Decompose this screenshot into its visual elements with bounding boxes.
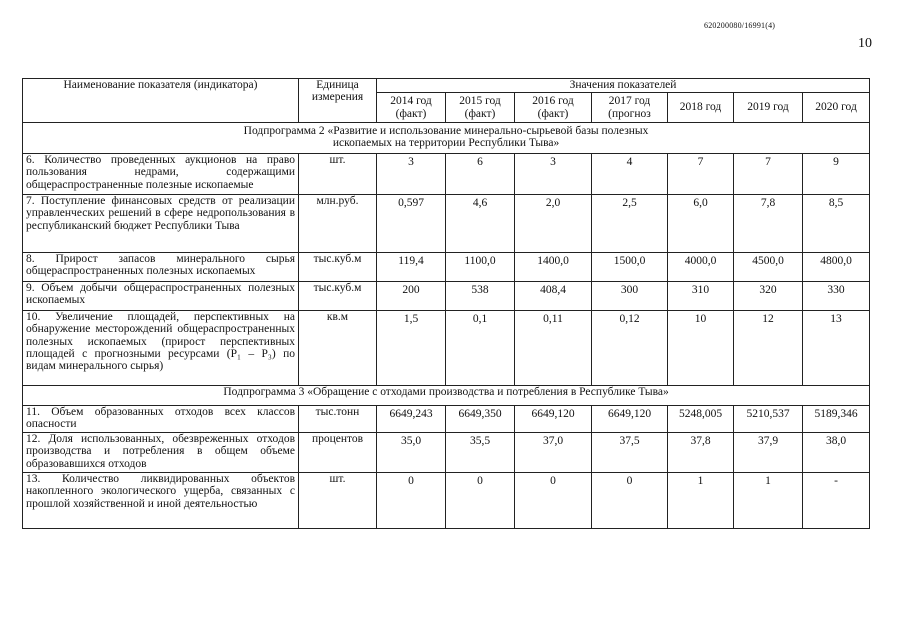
indicators-table <box>22 78 870 529</box>
table-row <box>23 195 870 253</box>
table-row <box>23 311 870 386</box>
indicator-value: 5248,005 <box>668 406 734 433</box>
header-year: 2019 год <box>734 93 803 123</box>
indicator-value: 6649,120 <box>515 406 592 433</box>
indicator-value: 8,5 <box>803 195 870 253</box>
indicator-value: 3 <box>515 154 592 195</box>
indicator-name: 7. Поступление финансовых средств от реализации управленческих решений в сфере недропользования в республиканский бюджет Республики Тыва <box>23 195 299 253</box>
indicator-value: 38,0 <box>803 433 870 473</box>
indicator-value: 1100,0 <box>446 253 515 282</box>
indicator-value: 1500,0 <box>592 253 668 282</box>
indicator-name: 13. Количество ликвидированных объектов накопленного экологического ущерба, связанных с прошлой хозяйственной и иной деятельностью <box>23 473 299 529</box>
indicator-value: 12 <box>734 311 803 386</box>
header-year: 2017 год (прогноз <box>592 93 668 123</box>
indicator-value: 37,8 <box>668 433 734 473</box>
indicator-value: 0 <box>446 473 515 529</box>
document-code: 620200080/16991(4) <box>704 21 776 30</box>
table-row <box>23 406 870 433</box>
indicator-value: 200 <box>377 282 446 311</box>
header-year: 2014 год (факт) <box>377 93 446 123</box>
header-year: 2020 год <box>803 93 870 123</box>
indicator-name: 6. Количество проведенных аукционов на право пользования недрами, содержащими общераспространенные полезные ископаемые <box>23 154 299 195</box>
indicator-value: 3 <box>377 154 446 195</box>
header-unit: Единица измерения <box>299 79 377 123</box>
indicator-value: 1 <box>668 473 734 529</box>
indicator-value: 0,1 <box>446 311 515 386</box>
indicator-value: 4,6 <box>446 195 515 253</box>
indicator-value: 5189,346 <box>803 406 870 433</box>
indicator-value: 10 <box>668 311 734 386</box>
indicator-value: 300 <box>592 282 668 311</box>
table-row <box>23 433 870 473</box>
indicator-name: 9. Объем добычи общераспространенных полезных ископаемых <box>23 282 299 311</box>
indicator-value: 0,597 <box>377 195 446 253</box>
subprogram-title <box>23 123 870 154</box>
indicator-value: 119,4 <box>377 253 446 282</box>
indicator-value: 1 <box>734 473 803 529</box>
indicator-name: 10. Увеличение площадей, перспективных на обнаружение месторождений общераспространенных полезных ископаемых (прирост перспективных площадей с прогнозными ресурсами (P₁ – P₃) по видам минерального сырья) <box>23 311 299 386</box>
indicator-name: 8. Прирост запасов минерального сырья общераспространенных полезных ископаемых <box>23 253 299 282</box>
indicator-value: 310 <box>668 282 734 311</box>
table-row <box>23 253 870 282</box>
subprogram-title: Подпрограмма 3 «Обращение с отходами производства и потребления в Республике Тыва» <box>23 386 870 406</box>
indicator-value: 4000,0 <box>668 253 734 282</box>
subprogram-title-text: Подпрограмма 2 «Развитие и использование минерально-сырьевой базы полезных ископаемых на территории Республики Тыва» <box>243 125 649 150</box>
indicator-value: 330 <box>803 282 870 311</box>
table-row <box>23 473 870 529</box>
indicator-unit: шт. <box>299 473 377 529</box>
header-values: Значения показателей <box>377 79 870 93</box>
indicator-value: 6649,350 <box>446 406 515 433</box>
header-name: Наименование показателя (индикатора) <box>23 79 299 123</box>
indicator-value: 37,9 <box>734 433 803 473</box>
indicator-unit: кв.м <box>299 311 377 386</box>
indicator-value: 538 <box>446 282 515 311</box>
indicator-value: 2,0 <box>515 195 592 253</box>
table-row <box>23 154 870 195</box>
indicator-name: 11. Объем образованных отходов всех классов опасности <box>23 406 299 433</box>
indicator-value: 4500,0 <box>734 253 803 282</box>
indicator-value: 6649,120 <box>592 406 668 433</box>
table-row <box>23 282 870 311</box>
indicator-value: 7,8 <box>734 195 803 253</box>
indicator-value: 408,4 <box>515 282 592 311</box>
indicator-value: 35,5 <box>446 433 515 473</box>
indicator-value: 7 <box>668 154 734 195</box>
indicator-unit: тыс.куб.м <box>299 253 377 282</box>
indicator-unit: процентов <box>299 433 377 473</box>
indicator-value: 4800,0 <box>803 253 870 282</box>
indicator-value: 6649,243 <box>377 406 446 433</box>
indicator-value: 320 <box>734 282 803 311</box>
indicator-value: 0 <box>515 473 592 529</box>
indicator-value: 35,0 <box>377 433 446 473</box>
indicator-value: 6,0 <box>668 195 734 253</box>
indicator-value: 9 <box>803 154 870 195</box>
indicator-name: 12. Доля использованных, обезвреженных отходов производства и потребления в общем объеме образовавшихся отходов <box>23 433 299 473</box>
indicator-value: 7 <box>734 154 803 195</box>
indicator-value: 0 <box>592 473 668 529</box>
indicator-value: 13 <box>803 311 870 386</box>
indicator-value: 5210,537 <box>734 406 803 433</box>
page-number: 10 <box>858 36 872 51</box>
header-year: 2015 год (факт) <box>446 93 515 123</box>
indicator-unit: тыс.куб.м <box>299 282 377 311</box>
indicator-value: 1400,0 <box>515 253 592 282</box>
indicator-value: 37,0 <box>515 433 592 473</box>
indicator-unit: млн.руб. <box>299 195 377 253</box>
indicator-value: 1,5 <box>377 311 446 386</box>
indicator-unit: тыс.тонн <box>299 406 377 433</box>
indicator-value: 0,12 <box>592 311 668 386</box>
indicator-value: 6 <box>446 154 515 195</box>
header-year: 2016 год (факт) <box>515 93 592 123</box>
indicator-value: 0,11 <box>515 311 592 386</box>
indicator-unit: шт. <box>299 154 377 195</box>
indicator-value: - <box>803 473 870 529</box>
indicator-value: 37,5 <box>592 433 668 473</box>
indicator-value: 0 <box>377 473 446 529</box>
indicator-value: 2,5 <box>592 195 668 253</box>
header-year: 2018 год <box>668 93 734 123</box>
indicator-value: 4 <box>592 154 668 195</box>
